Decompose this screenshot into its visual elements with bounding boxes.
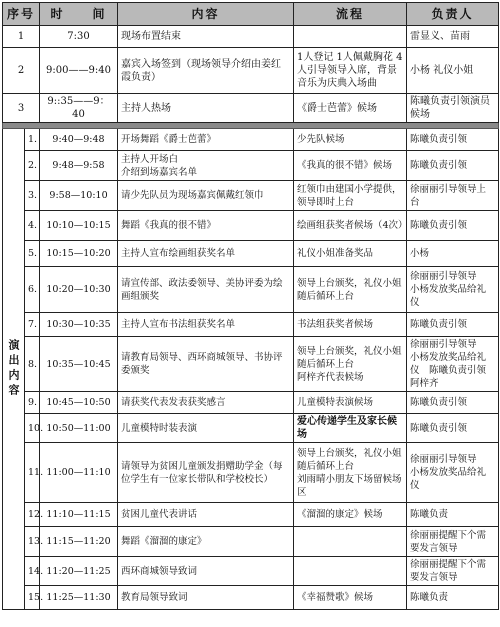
row-flow: 红领巾由建国小学提供，领导即时上台 (294, 181, 407, 211)
table-row (3, 313, 499, 337)
row-flow: 《溜溜的康定》候场 (294, 503, 407, 527)
table-row (3, 94, 499, 123)
row-number: 14. (25, 557, 40, 586)
row-owner: 陈曦负责引领 (407, 211, 499, 241)
row-owner: 陈曦负责 (407, 503, 499, 527)
row-content: 请领导为贫困儿童颁发捐赠助学金（每位学生有一位家长带队和学校校长） (118, 443, 294, 503)
table-row (3, 151, 499, 181)
row-time: 10:10—10:15 (40, 211, 118, 241)
row-time: 10:35—10:45 (40, 337, 118, 392)
row-owner: 徐丽丽引导领导 小杨发放奖品给礼仪 (407, 443, 499, 503)
row-flow: 少先队候场 (294, 129, 407, 151)
row-time: 9:00——9:40 (40, 48, 118, 94)
row-time: 7:30 (40, 26, 118, 48)
row-content: 请教育局领导、西环商城领导、书协评委颁奖 (118, 337, 294, 392)
row-number: 3. (25, 181, 40, 211)
row-number: 4. (25, 211, 40, 241)
row-owner: 小杨 礼仪小姐 (407, 48, 499, 94)
row-number: 1 (3, 26, 40, 48)
row-content: 西环商城领导致词 (118, 557, 294, 586)
section-label: 演出内容 (3, 129, 25, 610)
row-owner: 陈曦负责引领 (407, 151, 499, 181)
row-content: 舞蹈《溜溜的康定》 (118, 527, 294, 557)
row-owner: 徐丽丽提醒下个需要发言领导 (407, 527, 499, 557)
row-flow: 绘画组获奖者候场（4次） (294, 211, 407, 241)
row-owner: 陈曦负责引领 (407, 313, 499, 337)
row-number: 2 (3, 48, 40, 94)
row-flow: 领导上台颁奖，礼仪小姐随后循环上台 阿梓齐代表候场 (294, 337, 407, 392)
header-content: 内容 (118, 3, 294, 26)
row-content: 嘉宾入场签到（现场领导介绍由姜红霞负责） (118, 48, 294, 94)
row-content: 主持人宣布书法组获奖名单 (118, 313, 294, 337)
row-owner: 陈曦负责引领 (407, 392, 499, 414)
row-time: 11:20—11:25 (40, 557, 118, 586)
row-content: 教育局领导致词 (118, 586, 294, 610)
row-time: 9::35——9：40 (40, 94, 118, 123)
row-flow: 《幸福赞歌》候场 (294, 586, 407, 610)
table-row (3, 181, 499, 211)
table-row (3, 267, 499, 313)
row-flow (294, 527, 407, 557)
row-number: 13. (25, 527, 40, 557)
row-flow (294, 26, 407, 48)
row-owner: 陈曦负责引领演员候场 (407, 94, 499, 123)
row-number: 15. (25, 586, 40, 610)
row-owner: 徐丽丽引导领导上台 (407, 181, 499, 211)
row-number: 6. (25, 267, 40, 313)
row-number: 8. (25, 337, 40, 392)
row-time: 11:25—11:30 (40, 586, 118, 610)
row-content: 请少先队员为现场嘉宾佩戴红领巾 (118, 181, 294, 211)
table-row (3, 48, 499, 94)
row-number: 7. (25, 313, 40, 337)
row-owner: 陈曦负责 (407, 586, 499, 610)
row-content: 开场舞蹈《爵士芭蕾》 (118, 129, 294, 151)
table-row (3, 337, 499, 392)
row-time: 11:10—11:15 (40, 503, 118, 527)
row-flow: 领导上台颁奖，礼仪小姐随后循环上台 刘雨晴小朋友下场留候场区 (294, 443, 407, 503)
row-number: 11. (25, 443, 40, 503)
header-row (3, 3, 499, 26)
row-time: 11:15—11:20 (40, 527, 118, 557)
schedule-body (3, 26, 499, 610)
table-row (3, 443, 499, 503)
row-content: 贫困儿童代表讲话 (118, 503, 294, 527)
row-flow (294, 557, 407, 586)
table-row (3, 586, 499, 610)
row-flow: 《爵士芭蕾》候场 (294, 94, 407, 123)
table-row (3, 392, 499, 414)
row-content: 主持人热场 (118, 94, 294, 123)
table-row (3, 503, 499, 527)
row-owner: 徐丽丽引导领导 小杨发放奖品给礼仪 陈曦负责引领阿梓齐 (407, 337, 499, 392)
row-number: 12. (25, 503, 40, 527)
row-flow: 领导上台颁奖，礼仪小姐随后循环上台 (294, 267, 407, 313)
row-time: 10:50—11:00 (40, 414, 118, 443)
table-row (3, 129, 499, 151)
row-owner: 徐丽丽引导领导 小杨发放奖品给礼仪 (407, 267, 499, 313)
row-number: 10. (25, 414, 40, 443)
row-content: 主持人开场白 介绍到场嘉宾名单 (118, 151, 294, 181)
table-row (3, 557, 499, 586)
table-row (3, 527, 499, 557)
row-time: 10:45—10:50 (40, 392, 118, 414)
row-time: 10:20—10:30 (40, 267, 118, 313)
row-time: 9:48—9:58 (40, 151, 118, 181)
row-owner: 陈曦负责引领 (407, 129, 499, 151)
row-number: 5. (25, 241, 40, 267)
row-time: 10:15—10:20 (40, 241, 118, 267)
row-time: 9:58—10:10 (40, 181, 118, 211)
table-row (3, 26, 499, 48)
row-time: 10:30—10:35 (40, 313, 118, 337)
row-number: 2. (25, 151, 40, 181)
header-no: 序号 (3, 3, 40, 26)
row-number: 1. (25, 129, 40, 151)
row-number: 3 (3, 94, 40, 123)
header-time: 时 间 (40, 3, 118, 26)
table-row (3, 414, 499, 443)
row-time: 11:00—11:10 (40, 443, 118, 503)
row-number: 9. (25, 392, 40, 414)
row-content: 主持人宣布绘画组获奖名单 (118, 241, 294, 267)
row-flow: 爱心传递学生及家长候场 (294, 414, 407, 443)
row-content: 现场布置结束 (118, 26, 294, 48)
row-flow: 1人登记 1人佩戴胸花 4人引导领导入席，背景音乐为庆典入场曲 (294, 48, 407, 94)
header-flow: 流程 (294, 3, 407, 26)
row-owner: 小杨 (407, 241, 499, 267)
row-owner: 徐丽丽提醒下个需要发言领导 (407, 557, 499, 586)
row-owner: 雷显义、苗雨 (407, 26, 499, 48)
row-content: 舞蹈《我真的很不错》 (118, 211, 294, 241)
table-row (3, 241, 499, 267)
table-row (3, 211, 499, 241)
row-flow: 《我真的很不错》候场 (294, 151, 407, 181)
row-flow: 礼仪小姐准备奖品 (294, 241, 407, 267)
row-time: 9:40—9:48 (40, 129, 118, 151)
row-content: 儿童模特时装表演 (118, 414, 294, 443)
row-content: 请获奖代表发表获奖感言 (118, 392, 294, 414)
row-content: 请宣传部、政法委领导、美协评委为绘画组颁奖 (118, 267, 294, 313)
row-owner: 陈曦负责引领 (407, 414, 499, 443)
row-flow: 儿童模特表演候场 (294, 392, 407, 414)
header-owner: 负责人 (407, 3, 499, 26)
row-flow: 书法组获奖者候场 (294, 313, 407, 337)
schedule-table (2, 2, 499, 610)
